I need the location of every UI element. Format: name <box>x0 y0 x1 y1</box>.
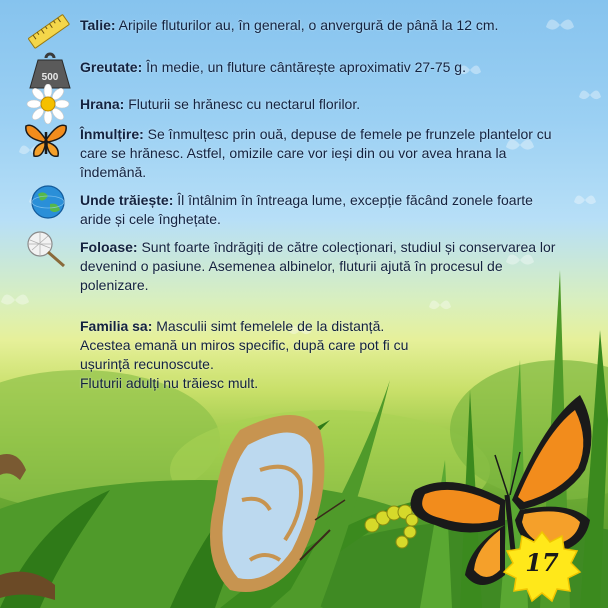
fact-weight-label: Greutate: <box>80 59 143 75</box>
fact-food <box>80 95 590 114</box>
family-section <box>80 317 560 393</box>
fact-benefits-text: Sunt foarte îndrăgiți de către colecționari, studiul și conservarea lor devenind o pasiune. Asemenea albinelor, fluturii ajută în procesul de polenizare. <box>80 239 556 293</box>
fact-food-label: Hrana: <box>80 96 125 112</box>
fact-weight <box>80 58 590 77</box>
net-icon <box>24 228 68 268</box>
ruler-icon <box>26 12 70 52</box>
page-number: 17 <box>525 548 559 577</box>
family-text-1: Masculii simt femelele de la distanță. <box>156 318 385 334</box>
family-line-1 <box>80 317 560 336</box>
fact-habitat-label: Unde trăiește: <box>80 192 174 208</box>
fact-food-text: Fluturii se hrănesc cu nectarul florilor. <box>128 96 361 112</box>
family-line-3: ușurință recunoscute. <box>80 356 214 372</box>
fact-benefits-label: Foloase: <box>80 239 138 255</box>
fact-weight-text: În medie, un fluture cântărește aproximativ 27-75 g. <box>146 59 466 75</box>
fact-habitat <box>80 191 562 229</box>
fact-size <box>80 16 590 35</box>
fact-reproduction-text: Se înmulțesc prin ouă, depuse de femele pe frunzele plantelor cu care se hrănesc. Astfel, omizile care vor ieși din ou vor avea hrana la îndemână. <box>80 126 552 180</box>
fact-reproduction <box>80 125 562 182</box>
family-line-4: Fluturii adulți nu trăiesc mult. <box>80 375 259 391</box>
fact-size-text: Aripile fluturilor au, în general, o anvergură de până la 12 cm. <box>118 17 499 33</box>
fact-reproduction-label: Înmulțire: <box>80 126 144 142</box>
family-line-2: Acestea emană un miros specific, după care pot fi cu <box>80 337 409 353</box>
family-label: Familia sa: <box>80 318 153 334</box>
weight-label: 500 <box>41 72 59 83</box>
fact-size-label: Talie: <box>80 17 116 33</box>
butterfly-icon <box>24 120 68 160</box>
fact-benefits <box>80 238 562 295</box>
globe-icon <box>28 182 72 222</box>
flower-icon <box>26 84 70 124</box>
fact-habitat-text: Îl întâlnim în întreaga lume, excepție făcând zonele foarte aride și cele înghețate. <box>80 192 533 227</box>
